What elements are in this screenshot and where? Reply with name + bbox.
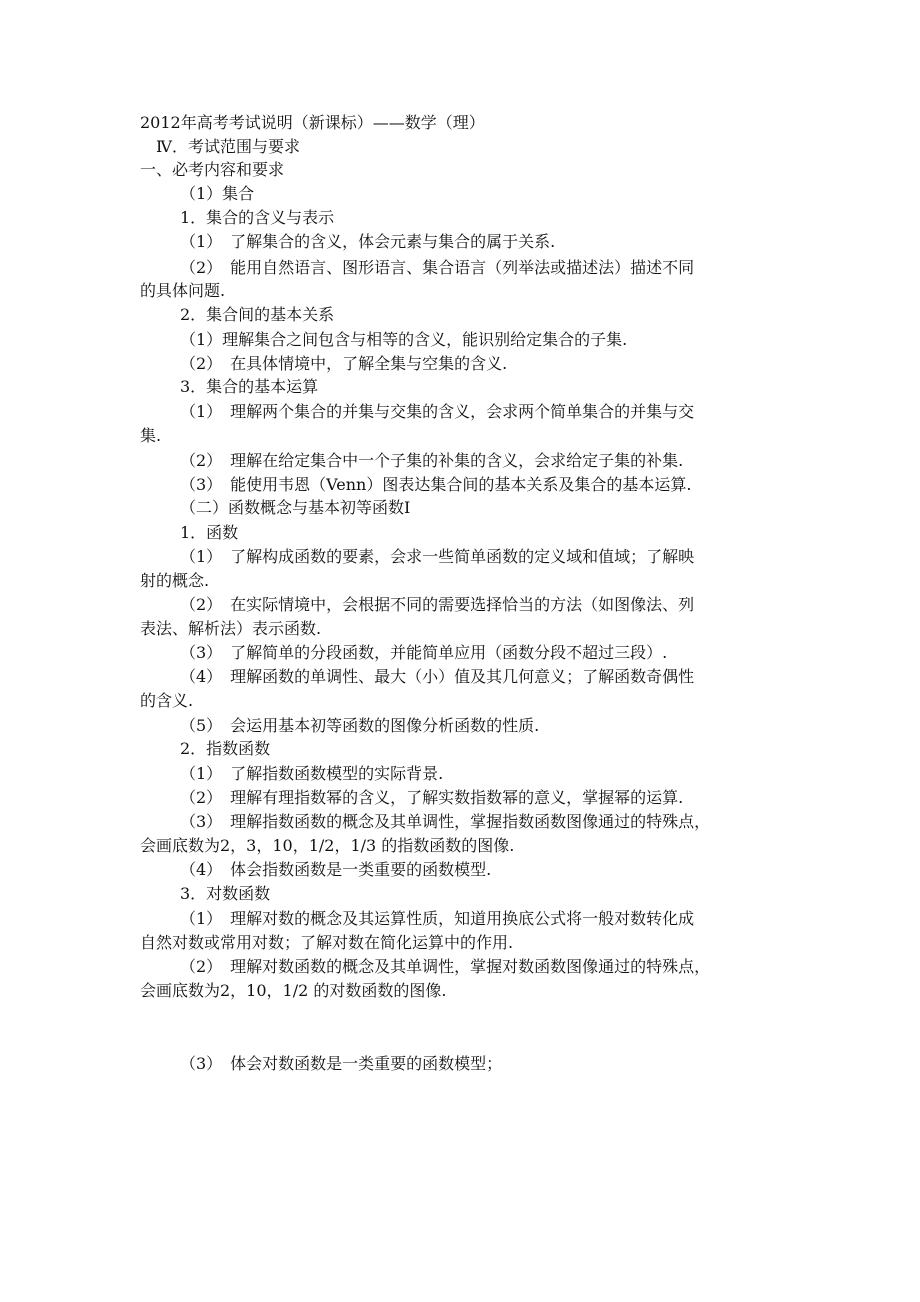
requirement-line: （1） 理解对数的概念及其运算性质，知道用换底公式将一般对数转化成 [180, 909, 695, 928]
part-heading: 一、必考内容和要求 [140, 160, 285, 179]
requirement-line-cont: 射的概念. [140, 571, 210, 590]
requirement-line-cont: 会画底数为2，3，10，1/2，1/3 的指数函数的图像. [140, 836, 515, 855]
requirement-line-cont: 的具体问题. [140, 281, 226, 300]
requirement-line-cont: 自然对数或常用对数；了解对数在简化运算中的作用. [140, 933, 514, 952]
requirement-line: （1） 了解集合的含义，体会元素与集合的属于关系. [180, 232, 556, 251]
requirement-line: （1） 了解构成函数的要素，会求一些简单函数的定义域和值域；了解映 [180, 547, 695, 566]
subtopic-heading: 1．函数 [180, 523, 239, 542]
subtopic-heading: 2．集合间的基本关系 [180, 305, 335, 324]
requirement-line: （2） 能用自然语言、图形语言、集合语言（列举法或描述法）描述不同 [180, 258, 695, 277]
subtopic-heading: 2．指数函数 [180, 739, 271, 758]
requirement-line: （5） 会运用基本初等函数的图像分析函数的性质. [180, 716, 540, 735]
document-title: 2012年高考考试说明（新课标）——数学（理） [140, 113, 485, 132]
topic-heading-sets: （1）集合 [180, 184, 255, 203]
requirement-line: （2） 理解对数函数的概念及其单调性，掌握对数函数图像通过的特殊点， [180, 957, 711, 976]
topic-heading-functions: （二）函数概念与基本初等函数Ⅰ [180, 498, 411, 517]
requirement-line: （1） 理解两个集合的并集与交集的含义，会求两个简单集合的并集与交 [180, 402, 695, 421]
section-heading: Ⅳ．考试范围与要求 [156, 137, 300, 156]
requirement-line: （2） 在实际情境中，会根据不同的需要选择恰当的方法（如图像法、列 [180, 595, 695, 614]
requirement-line: （1）理解集合之间包含与相等的含义，能识别给定集合的子集. [180, 330, 628, 349]
requirement-line: （4） 理解函数的单调性、最大（小）值及其几何意义；了解函数奇偶性 [180, 667, 695, 686]
requirement-line: （2） 在具体情境中，了解全集与空集的含义. [180, 354, 508, 373]
subtopic-heading: 1．集合的含义与表示 [180, 208, 335, 227]
requirement-line: （4） 体会指数函数是一类重要的函数模型. [180, 860, 492, 879]
subtopic-heading: 3．集合的基本运算 [180, 377, 319, 396]
requirement-line-cont: 会画底数为2，10，1/2 的对数函数的图像. [140, 981, 447, 1000]
requirement-line: （1） 了解指数函数模型的实际背景. [180, 764, 444, 783]
requirement-line-cont: 的含义. [140, 691, 194, 710]
requirement-line-cont: 表法、解析法）表示函数. [140, 619, 322, 638]
subtopic-heading: 3．对数函数 [180, 884, 271, 903]
requirement-line: （3） 了解简单的分段函数，并能简单应用（函数分段不超过三段）. [180, 643, 668, 662]
requirement-line: （2） 理解有理指数幂的含义，了解实数指数幂的意义，掌握幂的运算. [180, 788, 684, 807]
requirement-line: （2） 理解在给定集合中一个子集的补集的含义，会求给定子集的补集. [180, 451, 684, 470]
requirement-line: （3） 体会对数函数是一类重要的函数模型； [180, 1054, 503, 1073]
requirement-line: （3） 能使用韦恩（Venn）图表达集合间的基本关系及集合的基本运算. [180, 475, 692, 494]
requirement-line-cont: 集. [140, 426, 162, 445]
requirement-line: （3） 理解指数函数的概念及其单调性，掌握指数函数图像通过的特殊点， [180, 812, 711, 831]
